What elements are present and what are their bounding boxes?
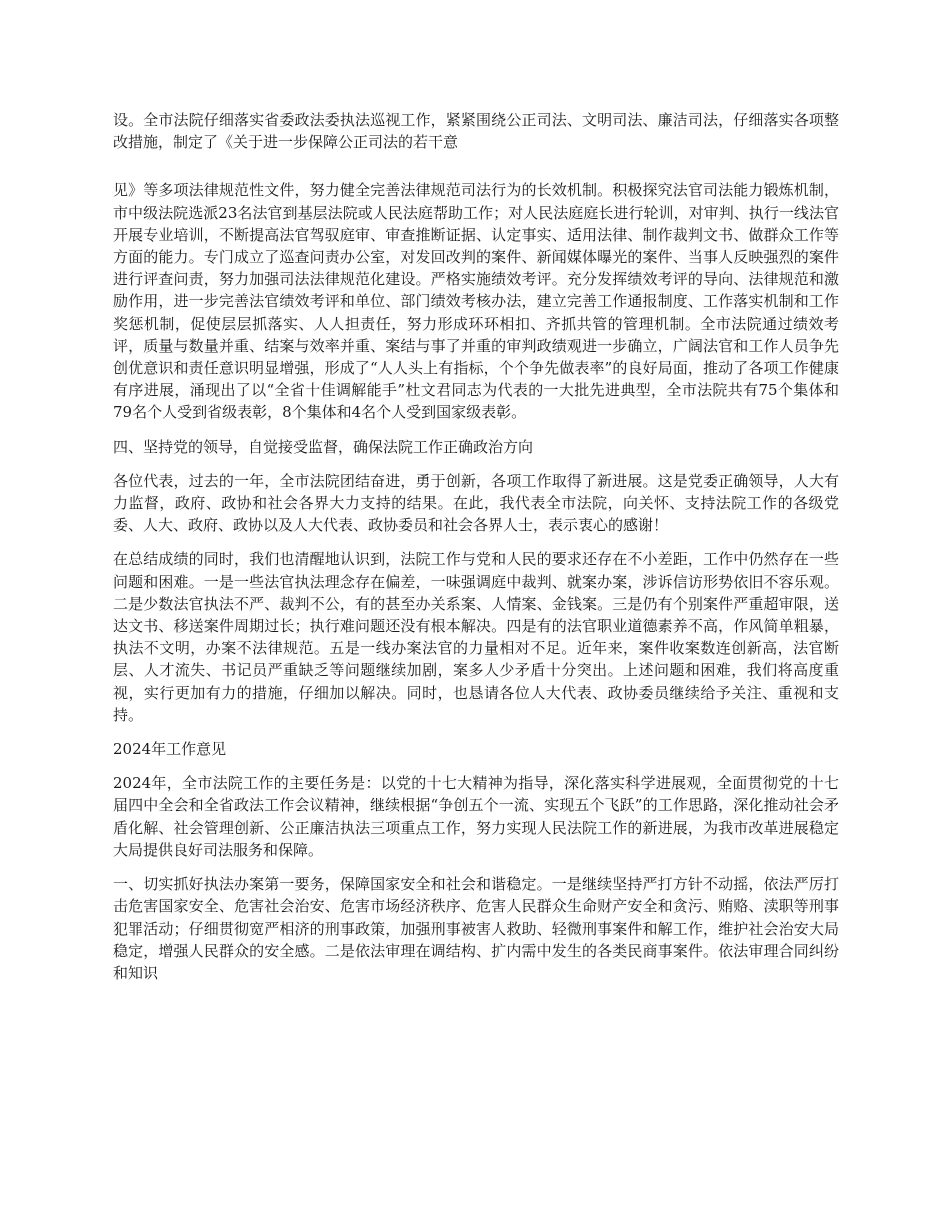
paragraph-main-tasks: 2024年，全市法院工作的主要任务是：以党的十七大精神为指导，深化落实科学进展观，全面贯彻党的十七届四中全会和全省政法工作会议精神，继续根据“争创五个一流、实现五个飞跃”的工作思路，深化推动社会矛盾化解、社会管理创新、公正廉洁执法三项重点工作，努力实现人民法院工作的新进展，为我市改革进展稳定大局提供良好司法服务和保障。	[113, 774, 839, 859]
paragraph-problems: 在总结成绩的同时，我们也清醒地认识到，法院工作与党和人民的要求还存在不小差距，工作中仍然存在一些问题和困难。一是一些法官执法理念存在偏差，一味强调庭中裁判、就案办案，涉诉信访形势依旧不容乐观。二是少数法官执法不严、裁判不公，有的甚至办关系案、人情案、金钱案。三是仍有个别案件严重超审限，送达文书、移送案件周期过长；执行难问题还没有根本解决。四是有的法官职业道德素养不高，作风简单粗暴，执法不文明，办案不法律规范。五是一线办案法官的力量相对不足。近年来，案件收案数连创新高，法官断层、人才流失、书记员严重缺乏等问题继续加剧，案多人少矛盾十分突出。上述问题和困难，我们将高度重视，实行更加有力的措施，仔细加以解决。同时，也恳请各位人大代表、政协委员继续给予关注、重视和支持。	[113, 550, 839, 724]
section-heading-work-plan: 2024年工作意见	[113, 740, 227, 759]
paragraph-judicial-standards: 见》等多项法律规范性文件，努力健全完善法律规范司法行为的长效机制。积极探究法官司法能力锻炼机制，市中级法院选派23名法官到基层法院或人民法庭帮助工作；对人民法庭庭长进行轮训，对审判、执行一线法官开展专业培训，不断提高法官驾驭庭审、审查推断证据、认定事实、适用法律、制作裁判文书、做群众工作等方面的能力。专门成立了巡查问责办公室，对发回改判的案件、新闻媒体曝光的案件、当事人反映强烈的案件进行评查问责，努力加强司法法律规范化建设。严格实施绩效考评。充分发挥绩效考评的导向、法律规范和激励作用，进一步完善法官绩效考评和单位、部门绩效考核办法，建立完善工作通报制度、工作落实机制和工作奖惩机制，促使层层抓落实、人人担责任，努力形成环环相扣、齐抓共管的管理机制。全市法院通过绩效考评，质量与数量并重、结案与效率并重、案结与事了并重的审判政绩观进一步确立，广阔法官和工作人员争先创优意识和责任意识明显增强，形成了“人人头上有指标，个个争先做表率”的良好局面，推动了各项工作健康有序进展，涌现出了以“全省十佳调解能手”杜文君同志为代表的一大批先进典型，全市法院共有75个集体和79名个人受到省级表彰，8个集体和4名个人受到国家级表彰。	[113, 181, 839, 422]
paragraph-continuation: 设。全市法院仔细落实省委政法委执法巡视工作，紧紧围绕公正司法、文明司法、廉洁司法，仔细落实各项整改措施，制定了《关于进一步保障公正司法的若干意	[113, 111, 839, 152]
paragraph-case-handling: 一、切实抓好执法办案第一要务，保障国家安全和社会和谐稳定。一是继续坚持严打方针不动摇，依法严厉打击危害国家安全、危害社会治安、危害市场经济秩序、危害人民群众生命财产安全和贪污、贿赂、渎职等刑事犯罪活动；仔细贯彻宽严相济的刑事政策，加强刑事被害人救助、轻微刑事案件和解工作，维护社会治安大局稳定，增强人民群众的安全感。二是依法审理在调结构、扩内需中发生的各类民商事案件。依法审理合同纠纷和知识	[113, 875, 839, 982]
document-page	[113, 109, 839, 996]
paragraph-acknowledgement: 各位代表，过去的一年，全市法院团结奋进，勇于创新，各项工作取得了新进展。这是党委正确领导，人大有力监督，政府、政协和社会各界大力支持的结果。在此，我代表全市法院，向关怀、支持法院工作的各级党委、人大、政府、政协以及人大代表、政协委员和社会各界人士，表示衷心的感谢！	[113, 471, 839, 535]
section-heading-party-leadership: 四、坚持党的领导，自觉接受监督，确保法院工作正确政治方向	[113, 437, 534, 456]
